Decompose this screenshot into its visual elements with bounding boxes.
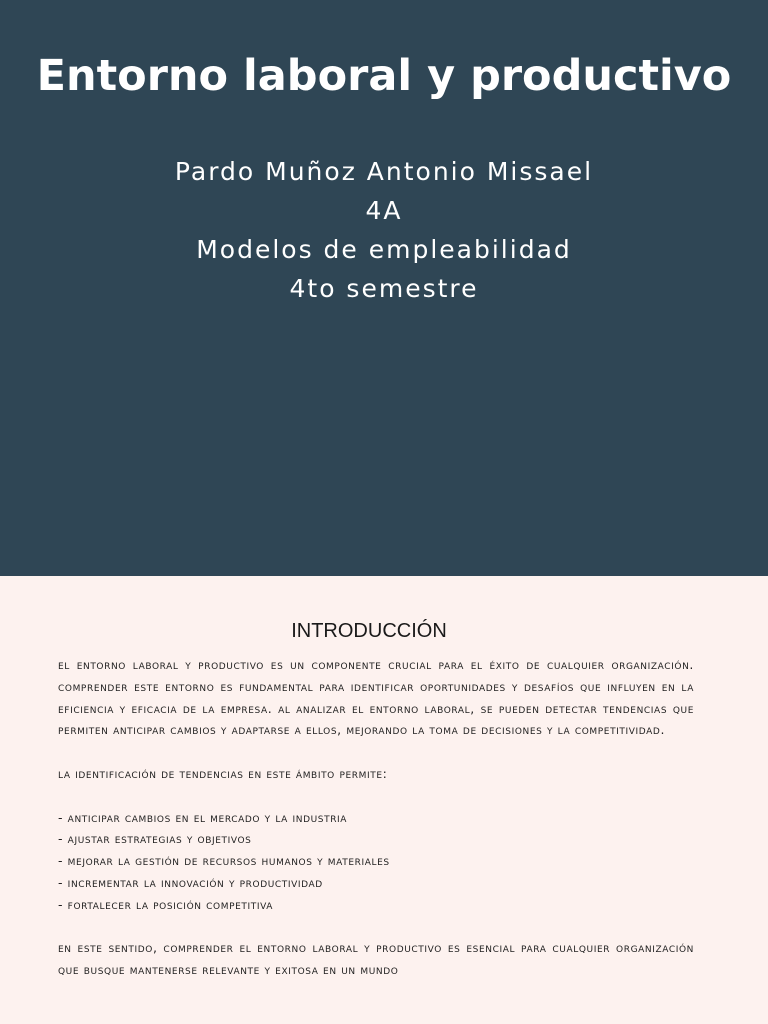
trend-benefits-list	[58, 807, 694, 916]
introduction-body	[58, 654, 694, 1003]
list-item: - incrementar la innovación y productividad	[58, 874, 323, 890]
introduction-heading: INTRODUCCIÓN	[291, 620, 447, 642]
paragraph: la identificación de tendencias en este ámbito permite:	[58, 765, 388, 781]
semester-label: 4to semestre	[289, 274, 479, 303]
cover-info	[0, 152, 768, 308]
paragraph: el entorno laboral y productivo es un componente crucial para el éxito de cualquier organización. comprender este entorno es fundamental para identificar oportunidades y desafíos que influyen en la eficiencia y eficacia de la empresa. al analizar el entorno laboral, se pueden detectar tendencias que permiten anticipar cambios y adaptarse a ellos, mejorando la toma de decisiones y la competitividad.	[58, 657, 694, 738]
list-item: - anticipar cambios en el mercado y la industria	[58, 809, 348, 825]
paragraph: en este sentido, comprender el entorno laboral y productivo es esencial para cualquier organización que busque mantenerse relevante y exitosa en un mundo	[58, 940, 694, 978]
list-item: - mejorar la gestión de recursos humanos y materiales	[58, 853, 390, 869]
list-item: - ajustar estrategias y objetivos	[58, 831, 252, 847]
author-name: Pardo Muñoz Antonio Missael	[174, 157, 594, 186]
introduction-page	[0, 576, 768, 1024]
subject-label: Modelos de empleabilidad	[196, 235, 572, 264]
group-label: 4A	[365, 196, 403, 225]
cover-title: Entorno laboral y productivo	[36, 51, 732, 101]
list-item: - fortalecer la posición competitiva	[58, 896, 274, 912]
